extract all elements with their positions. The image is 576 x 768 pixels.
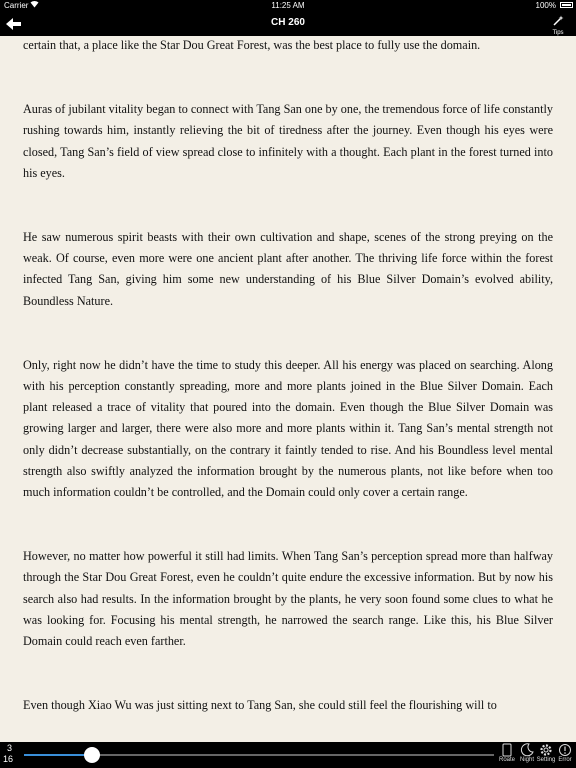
rotate-button[interactable] [496, 743, 518, 768]
slider-thumb[interactable] [84, 747, 100, 763]
slider-fill [24, 754, 92, 756]
nav-bar [0, 12, 576, 36]
error-icon [558, 743, 572, 757]
tips-label: Tips [552, 30, 564, 36]
rotate-label: Roate [498, 757, 515, 763]
moon-icon [520, 743, 534, 757]
chapter-content[interactable] [23, 36, 553, 742]
night-label: Night [519, 757, 534, 763]
setting-label: Setting [536, 757, 556, 763]
paragraph: Only, right now he didn’t have the time to study this deeper. All his energy was placed on searching. Along with his perception constantly spreading, more and more plants joined in the Blue Silver Domain. Each plant released a trace of vitality that poured into the domain. Even though the Blue Silver Domain was growing larger and larger, there were also more and more plants within it. Tang San’s mental strength not only didn’t decrease substantially, on the contrary it faintly tended to rise. And his Boundless level mental strength also swiftly analyzed the information brought by the numerous plants, not like before when too much information couldn’t be controlled, and the Domain could only cover a certain range. [23, 357, 553, 500]
error-label: Error [558, 757, 572, 763]
paragraph: He saw numerous spirit beasts with their own cultivation and shape, scenes of the strong preying on the weak. Of course, even more were one ancient plant after another. The thriving life force within the forest infected Tang San, giving him some new understanding of his Blue Silver Domain’s evolved ability, Boundless Nature. [23, 230, 553, 308]
paragraph: certain that, a place like the Star Dou Great Forest, was the best place to fully use the domain. [23, 38, 481, 52]
status-bar [0, 0, 576, 12]
paragraph: Auras of jubilant vitality began to connect with Tang San one by one, the tremendous force of life constantly rushing towards him, instantly relieving the bit of tiredness after the journey. Even though his eyes were closed, Tang San’s field of view spread close to infinitely with a thought. Each plant in the forest turned into his eyes. [23, 102, 553, 180]
bottom-toolbar [0, 742, 576, 768]
carrier-label: Carrier [4, 1, 29, 10]
magic-wand-icon [552, 15, 564, 27]
tips-button[interactable] [546, 14, 570, 36]
page-slider[interactable] [24, 754, 494, 756]
paragraph: However, no matter how powerful it still had limits. When Tang San’s perception spread more than halfway through the Star Dou Great Forest, even he couldn’t quite endure the excessive information. But by now his search also had results. In the information brought by the plants, he very soon found some clues to what he was looking for. Focusing his mental strength, he narrowed the search range. Like this, his Blue Silver Domain could reach even farther. [23, 549, 553, 649]
current-page: 3 [7, 743, 13, 753]
back-arrow-icon[interactable] [4, 14, 24, 34]
rotate-icon [501, 743, 513, 757]
battery-icon [560, 2, 573, 8]
paragraph: Even though Xiao Wu was just sitting next to Tang San, she could still feel the flourishing will to [23, 698, 497, 713]
error-button[interactable] [554, 743, 576, 768]
total-pages: 16 [3, 754, 14, 764]
battery-percent: 100% [535, 1, 556, 10]
page-indicator [3, 743, 21, 765]
status-time: 11:25 AM [271, 1, 305, 10]
chapter-title: CH 260 [271, 17, 305, 28]
gear-icon [539, 743, 553, 757]
